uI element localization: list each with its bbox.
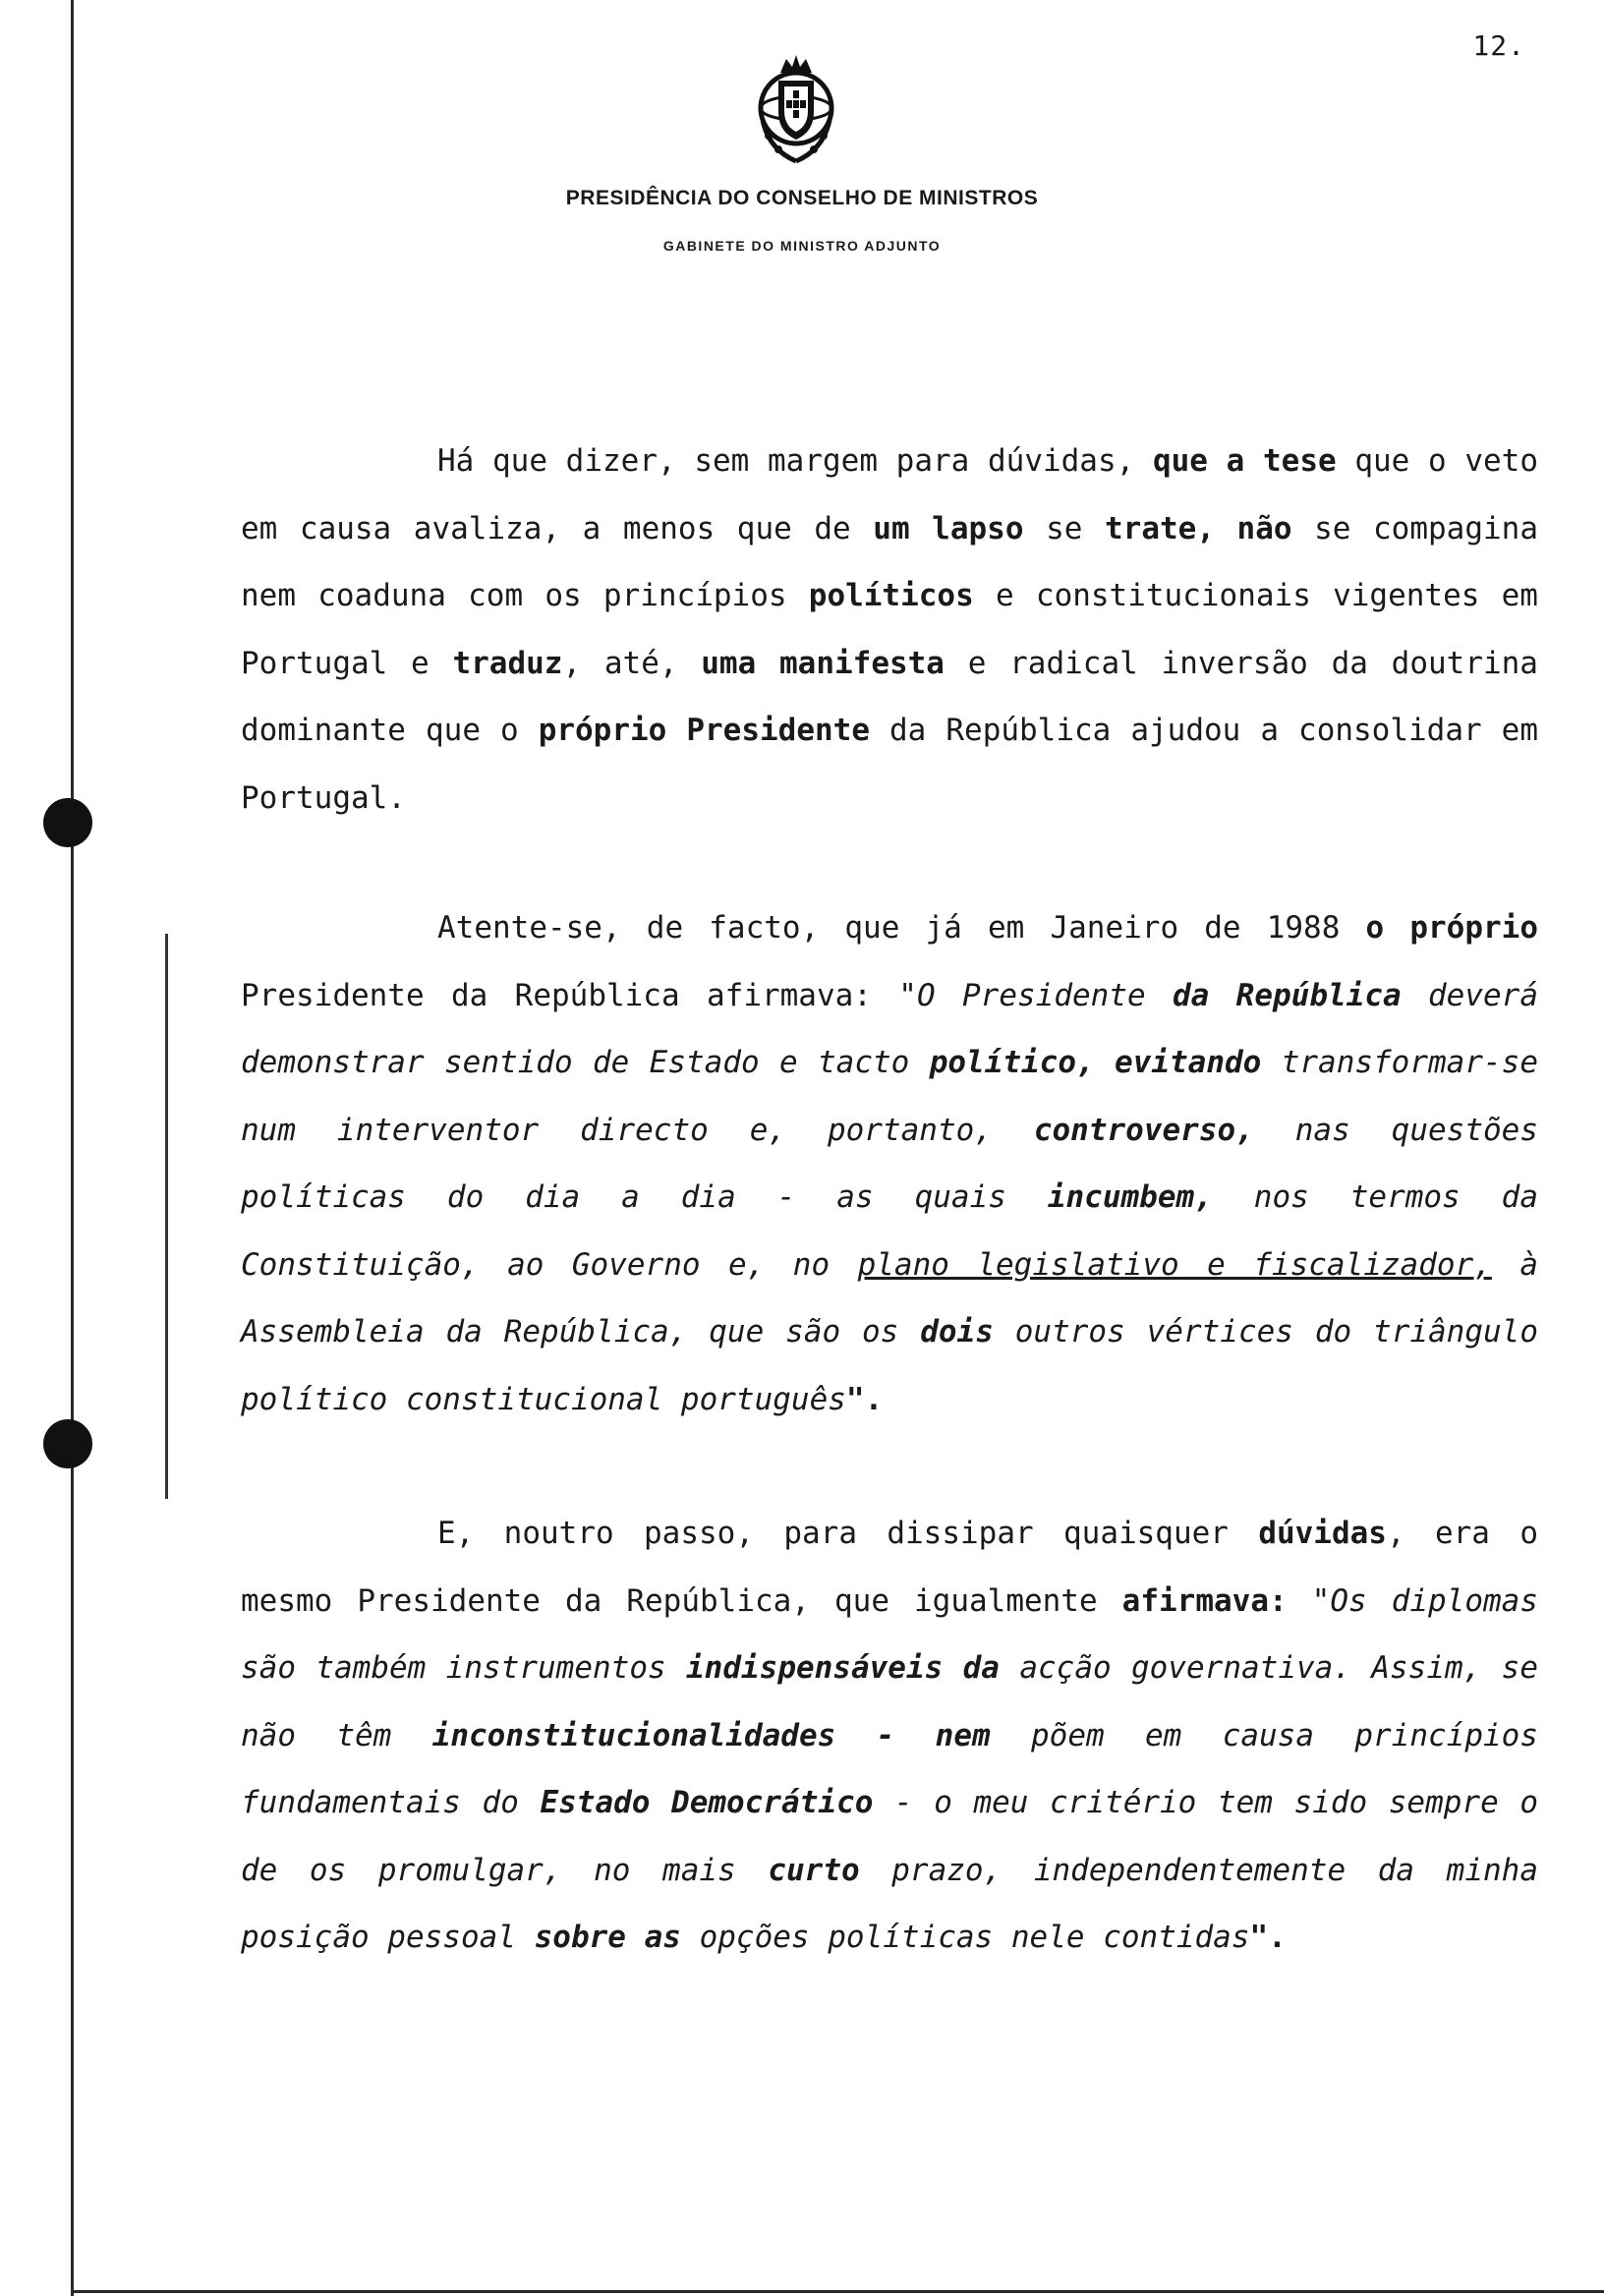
p1-text: da República ajudou a consolidar em Portugal. <box>241 713 1539 816</box>
punch-hole-bottom <box>43 1419 92 1468</box>
p2-quote-bold: incumbem, <box>1047 1179 1213 1215</box>
p1-bold: um lapso <box>873 510 1024 546</box>
p1-text: , até, <box>562 645 702 681</box>
p1-text: se compagina nem coaduna com os princípios <box>241 510 1538 613</box>
p1-bold: políticos <box>808 578 974 613</box>
p1-text: e radical inversão da doutrina dominante que o <box>241 645 1538 748</box>
margin-bracket-mark <box>165 934 168 1499</box>
p2-quote-bold: político, evitando <box>929 1045 1262 1080</box>
p3-quote: Os diplomas são também instrumentos <box>241 1582 1538 1686</box>
p2-text: Presidente da República afirmava: " <box>241 977 917 1013</box>
p3-quote: põem em causa princípios fundamentais do <box>241 1717 1538 1820</box>
p1-text: e constitucionais vigentes em Portugal e <box>241 578 1538 681</box>
p1-bold: próprio Presidente <box>538 713 870 748</box>
p3-bold: dúvidas <box>1258 1516 1387 1551</box>
p2-quote-bold: controverso, <box>1033 1112 1254 1148</box>
p1-bold: traduz <box>452 645 563 681</box>
p3-quote: opções políticas nele contidas <box>680 1920 1250 1955</box>
p2-quote-close: ". <box>845 1381 884 1417</box>
p2-quote: outros vértices do triângulo político constitucional português <box>241 1314 1538 1417</box>
p2-quote-bold: dois <box>920 1314 994 1349</box>
p1-text: que o veto em causa avaliza, a menos que de <box>241 443 1538 546</box>
p3-quote-bold: curto <box>768 1852 860 1888</box>
p3-quote: - o meu critério tem sido sempre o de os promulgar, no mais <box>241 1785 1538 1888</box>
p3-text: , era o mesmo Presidente da República, que igualmente <box>241 1516 1538 1619</box>
p1-text: se <box>1023 510 1105 546</box>
paragraph-1 <box>241 428 1538 832</box>
p2-quote-bold: da República <box>1173 977 1402 1013</box>
left-margin-rule <box>71 0 74 2296</box>
p1-bold: trate, não <box>1105 510 1292 546</box>
p2-quote: O Presidente <box>916 977 1173 1013</box>
paragraph-3 <box>241 1500 1538 1972</box>
letterhead-ministry: PRESIDÊNCIA DO CONSELHO DE MINISTROS <box>565 187 1039 209</box>
p2-quote: nas questões políticas do dia a dia - as quais <box>241 1112 1538 1215</box>
punch-hole-top <box>43 798 92 847</box>
p3-quote-bold: indispensáveis da <box>686 1650 1000 1686</box>
p2-quote-underlined: plano legislativo e fiscalizador, <box>857 1246 1492 1283</box>
page-number: 12. <box>1472 29 1525 62</box>
p3-quote: acção governativa. Assim, se não têm <box>241 1650 1538 1753</box>
p2-bold: o próprio <box>1365 910 1538 946</box>
p1-bold: uma manifesta <box>701 645 945 681</box>
p2-quote: transformar-se num interventor directo e, portanto, <box>241 1045 1538 1148</box>
portuguese-coat-of-arms-icon <box>747 51 845 167</box>
p3-bold: afirmava: <box>1121 1582 1288 1619</box>
p3-quote-bold: sobre as <box>534 1920 681 1955</box>
bottom-edge-rule <box>71 2290 1604 2293</box>
p2-quote: à Assembleia da República, que são os <box>241 1246 1539 1349</box>
p2-text: Atente-se, de facto, que já em Janeiro de 1988 <box>437 910 1366 946</box>
p2-quote: deverá demonstrar sentido de Estado e tacto <box>241 977 1538 1080</box>
p3-text: E, noutro passo, para dissipar quaisquer <box>437 1516 1259 1551</box>
p3-text: " <box>1287 1582 1331 1619</box>
p3-quote-close: ". <box>1249 1920 1287 1955</box>
p3-quote-bold: inconstitucionalidades - nem <box>431 1717 991 1753</box>
paragraph-2 <box>241 894 1538 1433</box>
p1-text: Há que dizer, sem margem para dúvidas, <box>437 443 1153 479</box>
p2-quote: nos termos da Constituição, ao Governo e, no <box>241 1179 1538 1283</box>
letterhead-office: GABINETE DO MINISTRO ADJUNTO <box>662 238 942 254</box>
p1-bold: que a tese <box>1152 443 1337 479</box>
p3-quote: prazo, independentemente da minha posição pessoal <box>241 1852 1539 1955</box>
p3-quote-bold: Estado Democrático <box>540 1785 874 1820</box>
